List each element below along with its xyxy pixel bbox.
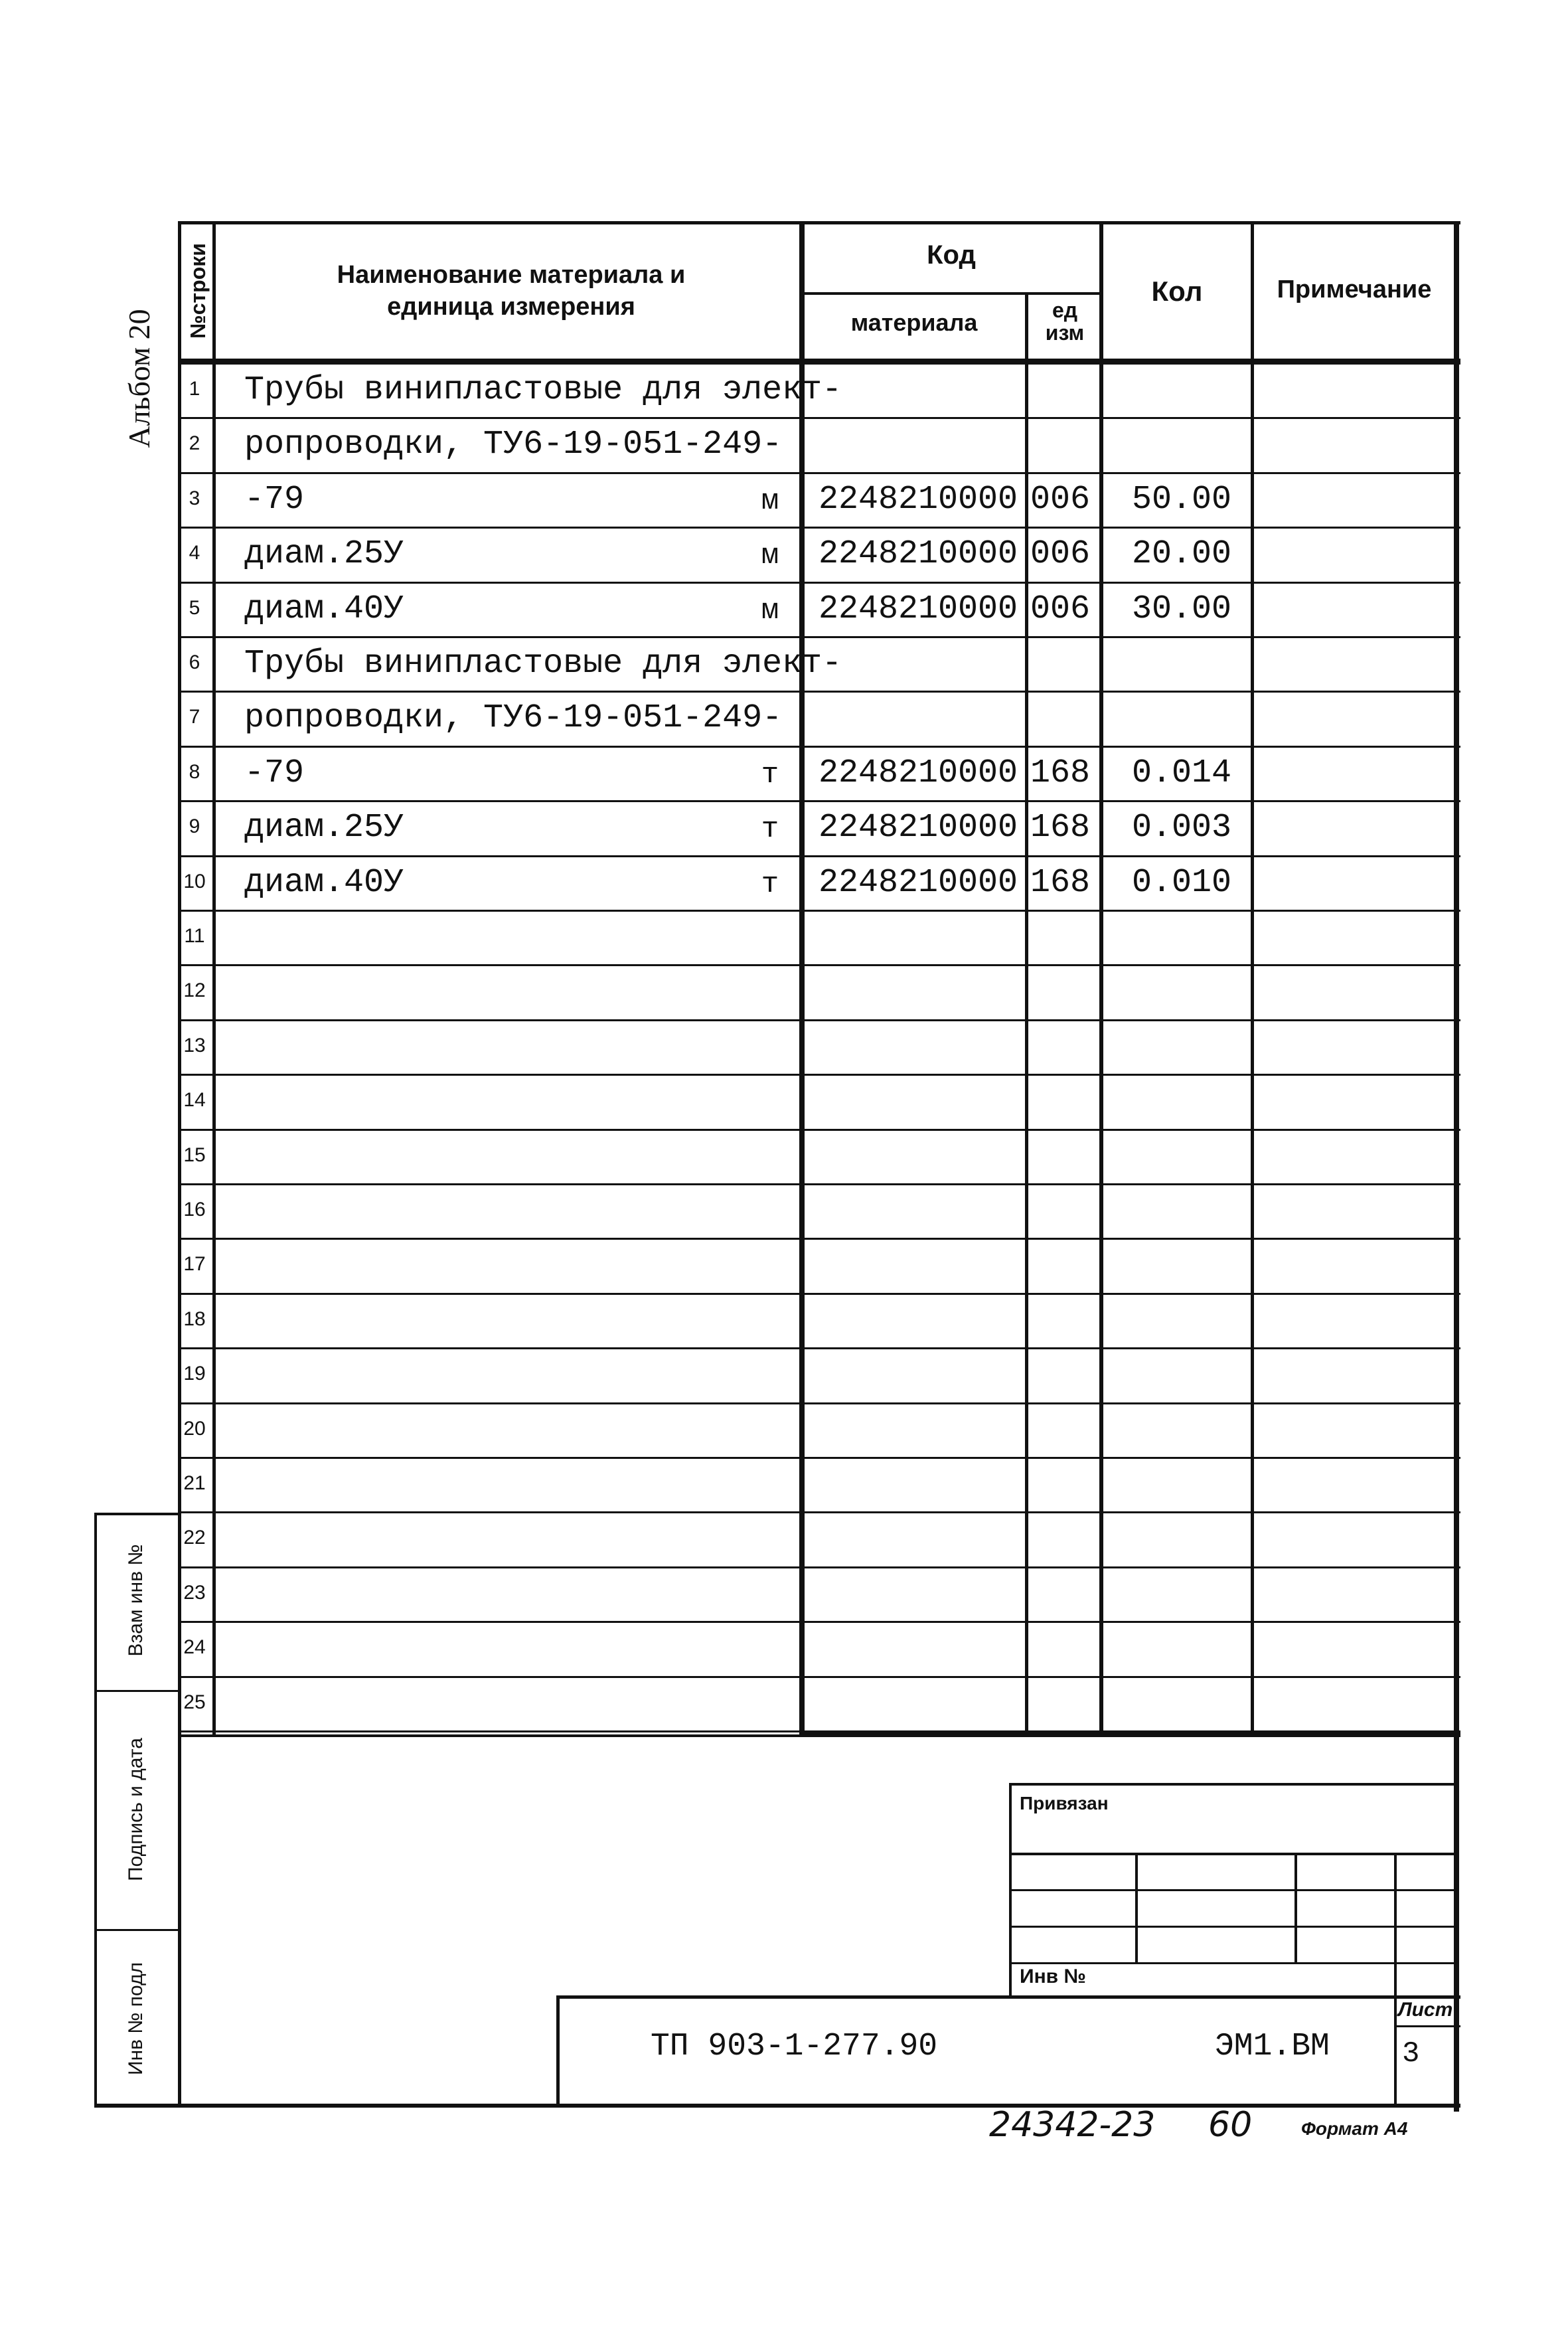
row-number: 23 xyxy=(183,1582,206,1604)
row-unit: т xyxy=(761,758,779,792)
row-name: диам.40У xyxy=(244,590,404,628)
row-number: 3 xyxy=(189,487,200,509)
row-divider xyxy=(178,746,1460,748)
frame-right-border xyxy=(1454,222,1459,2112)
row-divider xyxy=(178,800,1460,802)
row-divider xyxy=(178,1566,1460,1568)
stamp-label-signature: Подпись и дата xyxy=(125,1738,147,1881)
row-unit-code: 168 xyxy=(1030,864,1091,902)
col-line-name xyxy=(799,222,805,1736)
header-code-divider xyxy=(802,292,1101,295)
header-code: Код xyxy=(927,240,976,270)
stamp-label-replace: Взам инв № xyxy=(125,1544,147,1657)
sheet-number: 3 xyxy=(1402,2037,1420,2070)
row-material-code: 2248210000 xyxy=(818,590,1018,628)
row-number: 11 xyxy=(184,925,205,947)
table-bottom-line xyxy=(178,1734,802,1737)
header-bottom-line xyxy=(178,359,1460,365)
doc-strip-top xyxy=(556,1995,1460,1999)
row-divider xyxy=(178,636,1460,638)
row-divider xyxy=(178,1293,1460,1295)
album-label: Альбом 20 xyxy=(122,309,156,448)
stamp-divider-1 xyxy=(94,1690,179,1692)
row-unit-code: 006 xyxy=(1030,590,1091,628)
row-number: 22 xyxy=(183,1527,206,1549)
row-divider xyxy=(178,1238,1460,1240)
stamp-label-original-inv: Инв № подл xyxy=(125,1962,147,2076)
row-name: ропроводки, ТУ6-19-051-249- xyxy=(244,699,783,737)
table-top-line xyxy=(178,221,1460,224)
tb-line-3 xyxy=(1009,1926,1459,1928)
tb-vline-1 xyxy=(1135,1853,1138,1962)
row-quantity: 30.00 xyxy=(1131,590,1232,628)
tb-line-2 xyxy=(1009,1889,1459,1891)
tb-vline-3 xyxy=(1394,1853,1397,2105)
row-number: 20 xyxy=(183,1418,206,1440)
row-number: 24 xyxy=(183,1636,206,1658)
row-number: 12 xyxy=(183,979,206,1001)
row-number: 14 xyxy=(183,1089,206,1111)
sheet-label: Лист xyxy=(1398,1999,1453,2021)
row-divider xyxy=(178,910,1460,912)
row-unit: м xyxy=(761,539,779,572)
row-material-code: 2248210000 xyxy=(818,809,1018,847)
inv-label: Инв № xyxy=(1020,1966,1086,1987)
sheet-divider xyxy=(1394,2025,1460,2027)
row-number: 13 xyxy=(183,1035,206,1056)
tb-top-line xyxy=(1009,1783,1459,1786)
row-number: 15 xyxy=(183,1144,206,1166)
row-number: 9 xyxy=(189,815,200,837)
header-code-material: материала xyxy=(850,309,978,336)
row-divider xyxy=(178,527,1460,529)
row-material-code: 2248210000 xyxy=(818,535,1018,573)
row-divider xyxy=(178,1621,1460,1623)
page-number: 60 xyxy=(1208,2105,1253,2145)
table-bottom-thick xyxy=(801,1732,1460,1737)
header-row-no: №строки xyxy=(186,243,210,339)
row-number: 6 xyxy=(189,651,200,673)
row-name: Трубы винипластовые для элект- xyxy=(244,371,842,409)
stamp-left-border xyxy=(94,1513,97,2106)
row-name: ропроводки, ТУ6-19-051-249- xyxy=(244,426,783,463)
row-unit-code: 168 xyxy=(1030,809,1091,847)
row-quantity: 20.00 xyxy=(1131,535,1232,573)
header-note: Примечание xyxy=(1277,276,1432,303)
col-line-qty xyxy=(1251,222,1254,1736)
row-quantity: 0.010 xyxy=(1131,864,1232,902)
row-name: диам.25У xyxy=(244,809,404,847)
header-qty: Кол xyxy=(1151,276,1203,307)
row-number: 8 xyxy=(189,761,200,783)
row-number: 4 xyxy=(189,542,200,564)
header-name: Наименование материала и единица измерения xyxy=(337,261,686,321)
stamp-top-line xyxy=(94,1513,179,1515)
row-unit: т xyxy=(761,868,779,901)
row-divider xyxy=(178,964,1460,966)
doc-strip-left xyxy=(556,1995,560,2106)
row-unit-code: 006 xyxy=(1030,535,1091,573)
row-material-code: 2248210000 xyxy=(818,864,1018,902)
tb-line-1 xyxy=(1009,1853,1459,1855)
col-line-unit xyxy=(1099,222,1103,1736)
col-line-rowno xyxy=(212,222,216,1736)
doc-code: ТП 903-1-277.90 xyxy=(651,2029,938,2064)
row-divider xyxy=(178,417,1460,419)
format-label: Формат А4 xyxy=(1301,2118,1408,2139)
row-name: диам.40У xyxy=(244,864,404,902)
row-material-code: 2248210000 xyxy=(818,754,1018,792)
row-unit: м xyxy=(761,594,779,628)
row-material-code: 2248210000 xyxy=(818,481,1018,519)
row-quantity: 0.003 xyxy=(1131,809,1232,847)
row-quantity: 0.014 xyxy=(1131,754,1232,792)
row-number: 17 xyxy=(183,1253,206,1275)
bound-label: Привязан xyxy=(1020,1793,1109,1813)
row-name: -79 xyxy=(244,481,305,519)
row-divider xyxy=(178,691,1460,693)
row-number: 1 xyxy=(189,378,200,400)
frame-bottom-line xyxy=(94,2104,1460,2108)
tb-line-4 xyxy=(1009,1962,1459,1964)
row-number: 21 xyxy=(183,1472,206,1494)
row-divider xyxy=(178,1129,1460,1131)
row-number: 19 xyxy=(183,1363,206,1385)
row-divider xyxy=(178,582,1460,584)
tb-vline-2 xyxy=(1294,1853,1297,1962)
row-name: -79 xyxy=(244,754,305,792)
row-divider xyxy=(178,1019,1460,1021)
row-divider xyxy=(178,855,1460,857)
row-number: 2 xyxy=(189,432,200,454)
header-code-unit: ед изм xyxy=(1045,298,1085,345)
row-divider xyxy=(178,1402,1460,1404)
archive-number: 24342-23 xyxy=(989,2105,1156,2145)
row-name: диам.25У xyxy=(244,535,404,573)
row-number: 18 xyxy=(183,1308,206,1330)
row-unit: т xyxy=(761,813,779,846)
row-number: 5 xyxy=(189,597,200,619)
row-divider xyxy=(178,1730,1460,1732)
row-unit-code: 168 xyxy=(1030,754,1091,792)
row-divider xyxy=(178,1676,1460,1678)
row-divider xyxy=(178,1183,1460,1185)
row-number: 25 xyxy=(183,1691,206,1713)
row-divider xyxy=(178,1457,1460,1459)
row-unit-code: 006 xyxy=(1030,481,1091,519)
row-divider xyxy=(178,1074,1460,1076)
row-name: Трубы винипластовые для элект- xyxy=(244,645,842,683)
row-divider xyxy=(178,472,1460,474)
row-divider xyxy=(178,1347,1460,1349)
row-divider xyxy=(178,1511,1460,1513)
row-unit: м xyxy=(761,485,779,518)
row-quantity: 50.00 xyxy=(1131,481,1232,519)
row-number: 10 xyxy=(183,871,206,892)
row-number: 7 xyxy=(189,706,200,728)
doc-mark: ЭМ1.ВМ xyxy=(1215,2029,1330,2064)
row-number: 16 xyxy=(183,1199,206,1220)
